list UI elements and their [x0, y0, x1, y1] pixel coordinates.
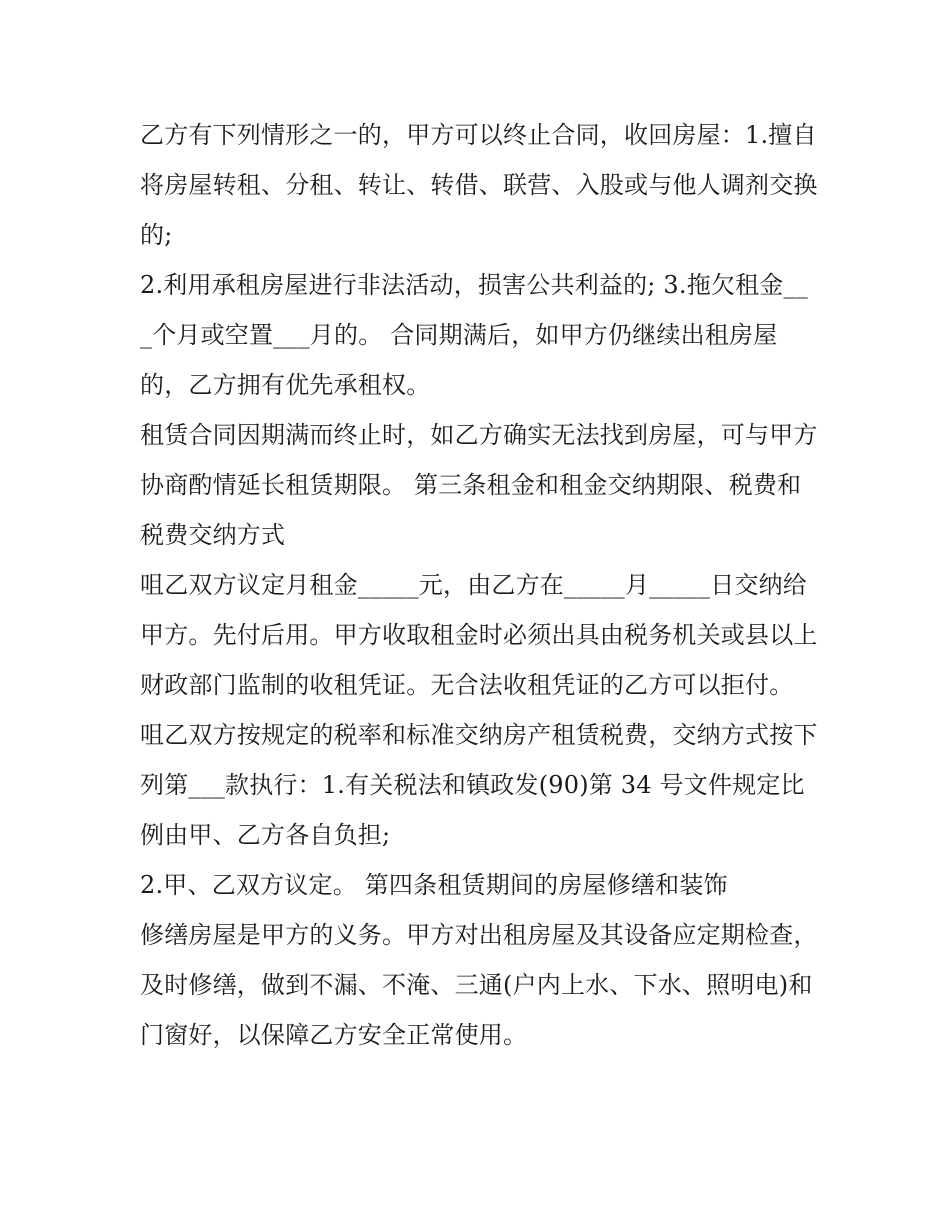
- paragraph-termination-conditions: 乙方有下列情形之一的，甲方可以终止合同，收回房屋：1.擅自将房屋转租、分租、转让、转借、联营、入股或与他人调剂交换的;: [140, 121, 818, 249]
- paragraph-repair-obligations: 修缮房屋是甲方的义务。甲方对出租房屋及其设备应定期检查，及时修缮，做到不漏、不淹、三通(户内上水、下水、照明电)和门窗好，以保障乙方安全正常使用。: [140, 921, 818, 1049]
- paragraph-lease-extension: 租赁合同因期满而终止时，如乙方确实无法找到房屋，可与甲方协商酌情延长租赁期限。 第三条租金和租金交纳期限、税费和税费交纳方式: [140, 421, 818, 549]
- paragraph-agreement-and-article-four: 2.甲、乙双方议定。 第四条租赁期间的房屋修缮和装饰: [140, 871, 728, 899]
- paragraph-rental-tax: 咀乙双方按规定的税率和标准交纳房产租赁税费，交纳方式按下列第___款执行：1.有关税法和镇政发(90)第 34 号文件规定比例由甲、乙方各自负担;: [140, 721, 818, 849]
- document-body: [140, 110, 820, 1060]
- paragraph-monthly-rent: 咀乙双方议定月租金_____元，由乙方在_____月_____日交纳给甲方。先付后用。甲方收取租金时必须出具由税务机关或县以上财政部门监制的收租凭证。无合法收租凭证的乙方可以拒付。: [140, 571, 818, 699]
- paragraph-illegal-use-and-renewal: 2.利用承租房屋进行非法活动，损害公共利益的; 3.拖欠租金___个月或空置___月的。 合同期满后，如甲方仍继续出租房屋的，乙方拥有优先承租权。: [140, 271, 808, 399]
